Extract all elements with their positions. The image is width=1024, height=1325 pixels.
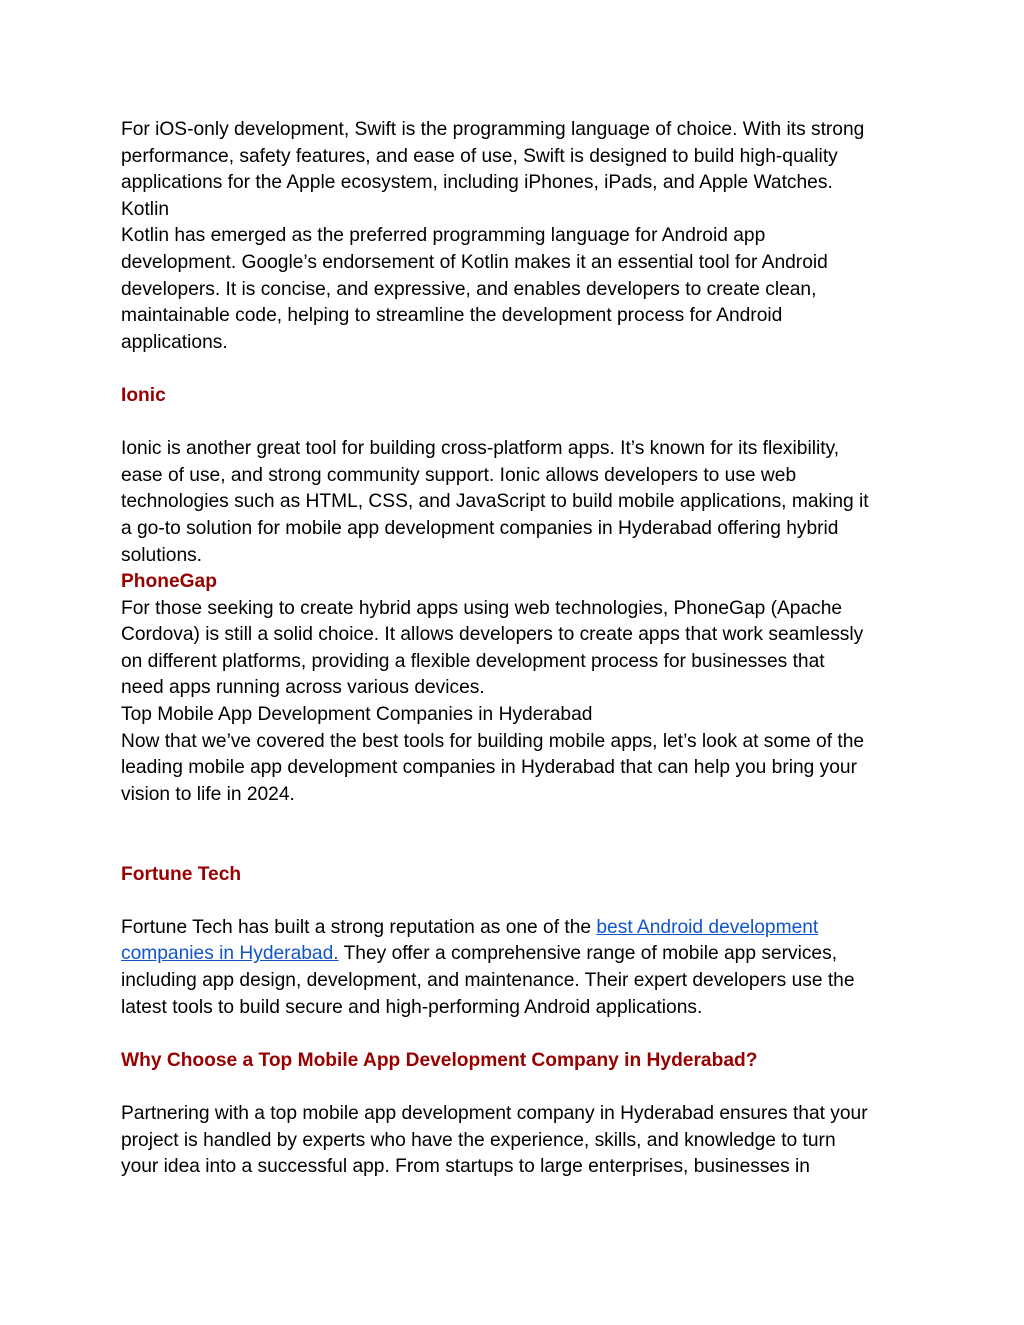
- section-heading: Why Choose a Top Mobile App Development Company in Hyderabad?: [121, 1049, 758, 1071]
- blank-line: [121, 1074, 921, 1101]
- paragraph-line: applications for the Apple ecosystem, including iPhones, iPads, and Apple Watches.: [121, 172, 833, 194]
- paragraph-line: Kotlin: [121, 198, 169, 220]
- blank-line: [121, 888, 921, 915]
- paragraph-line: maintainable code, helping to streamline the development process for Android: [121, 305, 783, 327]
- paragraph-line: ease of use, and strong community support. Ionic allows developers to use web: [121, 464, 797, 486]
- line-text-after: They offer a comprehensive range of mobile app services,: [338, 943, 838, 965]
- android-companies-link[interactable]: best Android development: [596, 916, 819, 938]
- section-heading: Ionic: [121, 384, 166, 406]
- paragraph-line: on different platforms, providing a flexible development process for businesses that: [121, 650, 825, 672]
- paragraph-line: Cordova) is still a solid choice. It allows developers to create apps that work seamlessly: [121, 624, 864, 646]
- paragraph-line: developers. It is concise, and expressive, and enables developers to create clean,: [121, 278, 817, 300]
- blank-line: [121, 410, 921, 437]
- paragraph-line: Kotlin has emerged as the preferred programming language for Android app: [121, 225, 766, 247]
- paragraph-line: including app design, development, and maintenance. Their expert developers use the: [121, 970, 855, 991]
- paragraph-line: vision to life in 2024.: [121, 783, 295, 805]
- paragraph-line: leading mobile app development companies in Hyderabad that can help you bring your: [121, 757, 857, 779]
- paragraph-line: development. Google’s endorsement of Kotlin makes it an essential tool for Android: [121, 251, 828, 273]
- paragraph-line: Partnering with a top mobile app development company in Hyderabad ensures that your: [121, 1102, 868, 1124]
- blank-line: [121, 1021, 921, 1048]
- document-page: [121, 117, 921, 1181]
- paragraph-line: a go-to solution for mobile app development companies in Hyderabad offering hybrid: [121, 517, 839, 539]
- section-heading: PhoneGap: [121, 571, 217, 593]
- paragraph-line: For iOS-only development, Swift is the programming language of choice. With its strong: [121, 119, 865, 140]
- blank-line: [121, 808, 921, 835]
- blank-line: [121, 835, 921, 862]
- blank-line: [121, 356, 921, 383]
- paragraph-line: [121, 915, 921, 942]
- paragraph-line: [121, 941, 921, 968]
- paragraph-line: project is handled by experts who have the experience, skills, and knowledge to turn: [121, 1129, 836, 1151]
- paragraph-line: performance, safety features, and ease of use, Swift is designed to build high-quality: [121, 145, 838, 167]
- android-companies-link[interactable]: companies in Hyderabad.: [121, 943, 339, 965]
- paragraph-line: Top Mobile App Development Companies in Hyderabad: [121, 704, 593, 726]
- paragraph-line: Now that we’ve covered the best tools for building mobile apps, let’s look at some of the: [121, 730, 865, 752]
- paragraph-line: technologies such as HTML, CSS, and JavaScript to build mobile applications, making it: [121, 491, 869, 513]
- paragraph-line: Ionic is another great tool for building cross-platform apps. It’s known for its flexibility,: [121, 438, 840, 460]
- paragraph-line: solutions.: [121, 544, 203, 566]
- section-heading: Fortune Tech: [121, 863, 242, 885]
- paragraph-line: need apps running across various devices.: [121, 677, 485, 699]
- paragraph-line: For those seeking to create hybrid apps using web technologies, PhoneGap (Apache: [121, 597, 843, 619]
- paragraph-line: your idea into a successful app. From startups to large enterprises, businesses in: [121, 1156, 810, 1178]
- line-text-before: Fortune Tech has built a strong reputation as one of the: [121, 916, 597, 938]
- paragraph-line: latest tools to build secure and high-performing Android applications.: [121, 996, 703, 1018]
- paragraph-line: applications.: [121, 331, 228, 353]
